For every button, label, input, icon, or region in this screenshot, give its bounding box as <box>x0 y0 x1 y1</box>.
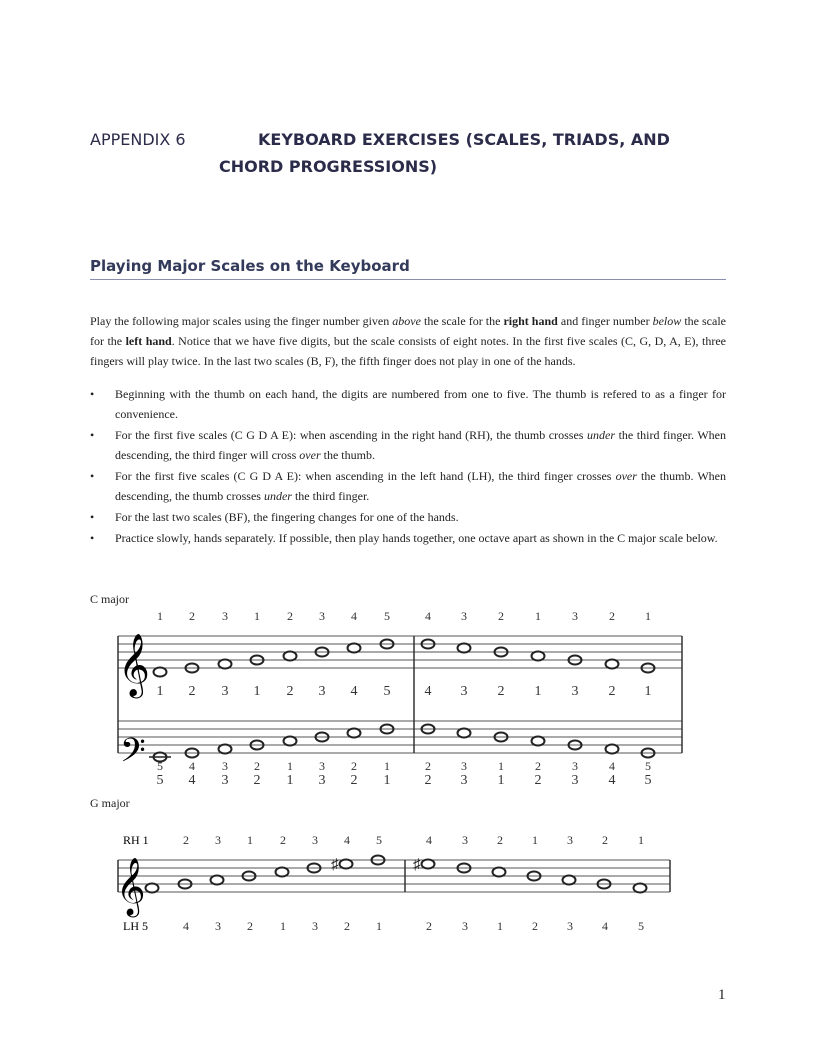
lh-finger-repeat: 2 <box>424 773 432 788</box>
whole-note <box>340 860 353 869</box>
rh-finger-below: 1 <box>253 684 261 699</box>
lh-finger: 3 <box>215 919 221 933</box>
whole-note <box>348 729 361 738</box>
rh-finger-above: 1 <box>254 609 260 623</box>
rh-finger-below: 3 <box>571 684 579 699</box>
whole-note <box>219 660 232 669</box>
lh-finger: 1 <box>280 919 286 933</box>
whole-note <box>458 644 471 653</box>
rh-finger: 3 <box>312 833 318 847</box>
lh-finger: 5 <box>638 919 644 933</box>
lh-finger: 2 <box>247 919 253 933</box>
lh-finger: 2 <box>351 759 357 773</box>
whole-note <box>422 860 435 869</box>
rh-finger-above: 2 <box>189 609 195 623</box>
cmajor-notation <box>0 600 816 800</box>
treble-staff <box>118 860 670 892</box>
rh-finger-above: 4 <box>351 609 357 623</box>
lh-finger: 5 <box>645 759 651 773</box>
lh-finger: 3 <box>461 759 467 773</box>
lh-finger: 1 <box>498 759 504 773</box>
bullet-emphasis: under <box>587 428 616 442</box>
rh-finger-above: 2 <box>609 609 615 623</box>
bullet-item <box>90 528 726 548</box>
lh-finger-repeat: 5 <box>156 773 164 788</box>
intro-left-hand: left hand <box>125 334 172 348</box>
rh-finger-above: 1 <box>645 609 651 623</box>
whole-note <box>154 668 167 677</box>
whole-note <box>276 868 289 877</box>
rh-finger-below: 3 <box>318 684 326 699</box>
sharp-sign: ♯ <box>331 857 339 873</box>
rh-finger-above: 2 <box>287 609 293 623</box>
lh-finger: 2 <box>344 919 350 933</box>
rh-finger: 1 <box>247 833 253 847</box>
cmajor-notes <box>149 640 655 762</box>
whole-note <box>211 876 224 885</box>
whole-note <box>606 745 619 754</box>
lh-finger-repeat: 3 <box>318 773 326 788</box>
treble-staff <box>118 636 682 753</box>
section-heading: Playing Major Scales on the Keyboard <box>90 257 410 275</box>
rh-finger: 2 <box>183 833 189 847</box>
lh-finger: 4 <box>189 759 195 773</box>
lh-finger: 2 <box>426 919 432 933</box>
rh-finger-above: 3 <box>319 609 325 623</box>
whole-note <box>532 652 545 661</box>
rh-finger: 3 <box>567 833 573 847</box>
lh-finger-repeat: 2 <box>350 773 358 788</box>
bullet-marker: • <box>90 387 95 401</box>
rh-finger-below: 3 <box>460 684 468 699</box>
bullet-emphasis: over <box>615 469 637 483</box>
lh-finger: 2 <box>535 759 541 773</box>
lh-finger: 3 <box>312 919 318 933</box>
rh-finger-below: 2 <box>286 684 294 699</box>
lh-finger: 1 <box>287 759 293 773</box>
intro-above: above <box>392 314 421 328</box>
rh-finger-above: 1 <box>157 609 163 623</box>
rh-finger: 3 <box>215 833 221 847</box>
rh-finger-below: 1 <box>534 684 542 699</box>
rh-finger-below: 1 <box>156 684 164 699</box>
whole-note <box>606 660 619 669</box>
lh-finger-repeat: 2 <box>534 773 542 788</box>
rh-prefix: RH 1 <box>123 833 149 847</box>
intro-text: . Notice that we have five digits, but the scale consists of eight notes. In the first five scales (C, G, D, A, E), three fingers will play twice. In the last two scales (B, F), the fifth finger does not play in one of the hands. <box>90 334 726 368</box>
lh-finger: 2 <box>425 759 431 773</box>
bullet-text: the third finger. When descending, the third finger will cross <box>115 428 727 462</box>
lh-prefix: LH 5 <box>123 919 148 933</box>
bullet-text: Practice slowly, hands separately. If possible, then play hands together, one octave apart as shown in the C major scale below. <box>115 531 718 545</box>
treble-clef-icon: 𝄞 <box>116 858 146 914</box>
page-number: 1 <box>718 987 726 1003</box>
lh-finger: 4 <box>602 919 608 933</box>
bullet-item <box>90 507 726 527</box>
lh-finger: 3 <box>567 919 573 933</box>
rh-finger: 3 <box>462 833 468 847</box>
section-rule <box>90 279 726 280</box>
rh-finger-above: 5 <box>384 609 390 623</box>
whole-note <box>458 729 471 738</box>
bullet-list <box>90 384 726 549</box>
rh-finger: 4 <box>344 833 350 847</box>
rh-finger-below: 1 <box>644 684 652 699</box>
whole-note <box>284 737 297 746</box>
rh-finger-above: 3 <box>461 609 467 623</box>
intro-text: the scale for the <box>90 314 726 348</box>
rh-finger-below: 3 <box>221 684 229 699</box>
lh-finger-repeat: 3 <box>571 773 579 788</box>
lh-finger: 3 <box>319 759 325 773</box>
rh-finger-below: 4 <box>350 684 358 699</box>
whole-note <box>634 884 647 893</box>
lh-finger-repeat: 5 <box>644 773 652 788</box>
whole-note <box>348 644 361 653</box>
rh-finger-below: 2 <box>608 684 616 699</box>
intro-paragraph <box>90 311 726 371</box>
bullet-text: For the last two scales (BF), the fingering changes for one of the hands. <box>115 510 459 524</box>
rh-finger-below: 2 <box>188 684 196 699</box>
rh-finger: 5 <box>376 833 382 847</box>
lh-finger: 3 <box>572 759 578 773</box>
bullet-marker: • <box>90 531 95 545</box>
rh-finger-above: 3 <box>572 609 578 623</box>
gmajor-label: G major <box>90 796 130 810</box>
lh-finger: 4 <box>183 919 189 933</box>
lh-finger: 1 <box>497 919 503 933</box>
rh-finger-below: 2 <box>497 684 505 699</box>
bullet-item <box>90 425 726 465</box>
whole-note <box>146 884 159 893</box>
bullet-text: the thumb. <box>320 448 375 462</box>
lh-finger-repeat: 3 <box>221 773 229 788</box>
bullet-text: Beginning with the thumb on each hand, the digits are numbered from one to five. The thumb is refered to as a finger for convenience. <box>115 387 726 421</box>
bullet-text: For the first five scales (C G D A E): when ascending in the left hand (LH), the third finger crosses <box>115 469 616 483</box>
rh-finger-above: 4 <box>425 609 431 623</box>
lh-finger-repeat: 2 <box>253 773 261 788</box>
bullet-item <box>90 384 726 424</box>
lh-finger-repeat: 1 <box>497 773 505 788</box>
lh-finger-repeat: 1 <box>383 773 391 788</box>
intro-right-hand: right hand <box>503 314 558 328</box>
lh-finger-repeat: 1 <box>286 773 294 788</box>
whole-note <box>219 745 232 754</box>
rh-finger: 2 <box>602 833 608 847</box>
bullet-marker: • <box>90 510 95 524</box>
rh-finger-above: 1 <box>535 609 541 623</box>
intro-text: and finger number <box>557 314 653 328</box>
lh-finger: 1 <box>384 759 390 773</box>
bullet-emphasis: under <box>263 489 292 503</box>
lh-finger: 5 <box>157 759 163 773</box>
gmajor-notes <box>146 856 647 893</box>
gmajor-notation <box>0 820 816 940</box>
whole-note <box>563 876 576 885</box>
lh-finger-repeat: 4 <box>608 773 616 788</box>
bass-clef-icon: 𝄢 <box>120 732 146 777</box>
rh-finger: 1 <box>532 833 538 847</box>
whole-note <box>532 737 545 746</box>
lh-finger-repeat: 3 <box>460 773 468 788</box>
lh-finger: 3 <box>222 759 228 773</box>
whole-note <box>284 652 297 661</box>
bullet-emphasis: over <box>299 448 321 462</box>
intro-text: the scale for the <box>420 314 504 328</box>
whole-note <box>493 868 506 877</box>
treble-clef-icon: 𝄞 <box>118 635 150 695</box>
lh-finger: 2 <box>532 919 538 933</box>
rh-finger-above: 3 <box>222 609 228 623</box>
sharp-sign: ♯ <box>413 857 421 873</box>
lh-finger: 4 <box>609 759 615 773</box>
appendix-title-line2: CHORD PROGRESSIONS) <box>219 157 438 176</box>
lh-finger: 1 <box>376 919 382 933</box>
cmajor-label: C major <box>90 592 129 606</box>
lh-finger-repeat: 4 <box>188 773 196 788</box>
bullet-marker: • <box>90 469 95 483</box>
appendix-label: APPENDIX 6 <box>90 130 186 149</box>
bullet-text: the thumb. When descending, the thumb crosses <box>115 469 726 503</box>
bullet-item <box>90 466 726 506</box>
rh-finger-above: 2 <box>498 609 504 623</box>
bullet-text: the third finger. <box>291 489 370 503</box>
rh-finger-below: 4 <box>424 684 432 699</box>
intro-below: below <box>652 314 682 328</box>
rh-finger: 2 <box>497 833 503 847</box>
lh-finger: 2 <box>254 759 260 773</box>
bullet-text: For the first five scales (C G D A E): when ascending in the right hand (RH), the thumb crosses <box>115 428 588 442</box>
appendix-title-line1: KEYBOARD EXERCISES (SCALES, TRIADS, AND <box>258 130 670 149</box>
rh-finger: 4 <box>426 833 432 847</box>
rh-finger-below: 5 <box>383 684 391 699</box>
bullet-marker: • <box>90 428 95 442</box>
lh-finger: 3 <box>462 919 468 933</box>
intro-text: Play the following major scales using the finger number given <box>90 314 393 328</box>
rh-finger: 2 <box>280 833 286 847</box>
rh-finger: 1 <box>638 833 644 847</box>
